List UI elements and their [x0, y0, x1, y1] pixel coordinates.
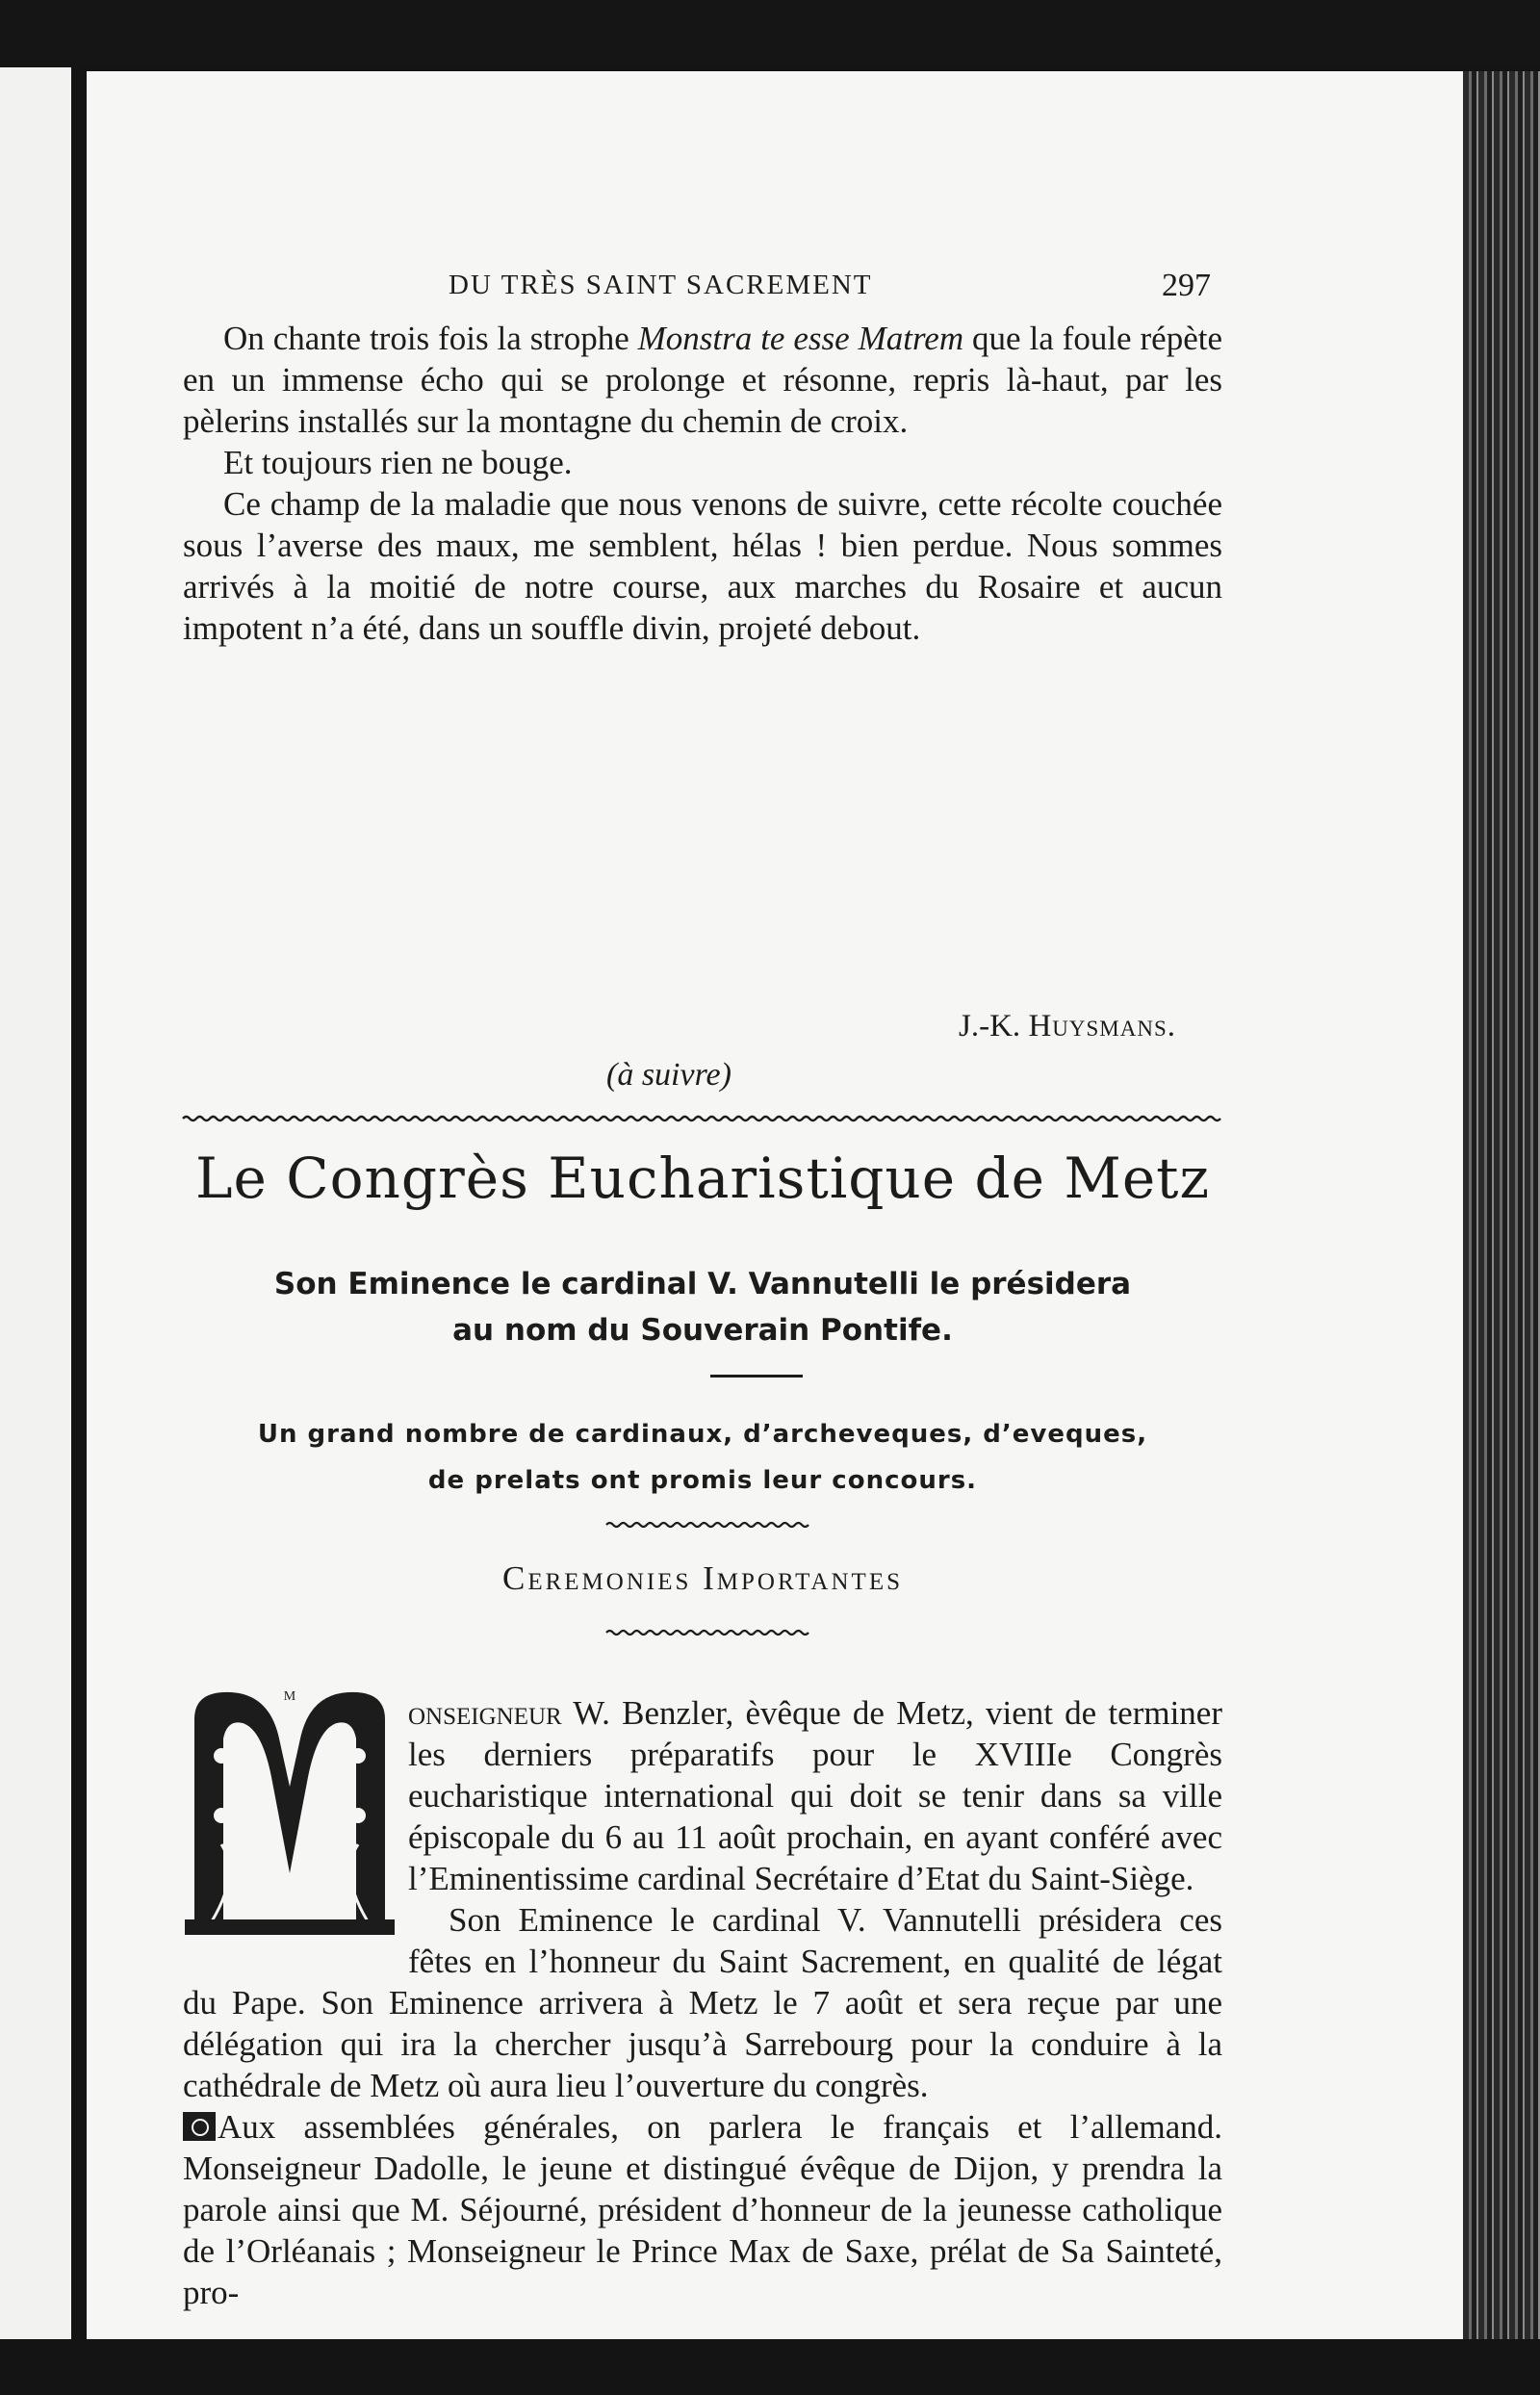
latin-quote: Monstra te esse Matrem: [637, 320, 964, 357]
short-rule: [710, 1375, 803, 1378]
paragraph-text: On chante trois fois la strophe: [223, 320, 638, 357]
paragraph-text: Aux assemblées générales, on parlera le français et l’allemand. Monseigneur Dadolle, le jeune et distingué évêque de Dijon, y prendra la parole ainsi que M. Séjourné, président d’honneur de la jeunesse catholique de l’Orléanais ; Monseigneur le Prince Max de Saxe, prélat de Sa Sainteté, pro-: [183, 2108, 1222, 2311]
ornament-glyph-icon: [183, 2112, 216, 2141]
section-heading: Ceremonies Importantes: [502, 1559, 903, 1597]
paragraph-opening: onseigneur: [408, 1694, 562, 1732]
article-huysmans: [183, 318, 1222, 649]
previous-page-edge: [0, 67, 71, 2339]
page-stack-edge: [1463, 71, 1540, 2339]
to-be-continued-text: (à suivre): [606, 1057, 732, 1093]
wavy-divider: [183, 1112, 1222, 1125]
to-be-continued: [606, 1057, 732, 1094]
scan-top-border: [0, 0, 1540, 67]
subtitle-line: au nom du Souverain Pontife.: [452, 1313, 953, 1348]
paragraph: [183, 2106, 1222, 2313]
paragraph: Et toujours rien ne bouge.: [223, 444, 573, 481]
wavy-ornament: [606, 1627, 808, 1638]
paragraph: [183, 318, 1222, 442]
paragraph: Ce champ de la maladie que nous venons de suivre, cette récolte couchée sous l’averse des maux, me semblent, hélas ! bien perdue. Nous sommes arrivés à la moitié de notre course, aux marches du Rosaire et aucun impotent n’a été, dans un souffle divin, projeté debout.: [183, 485, 1222, 647]
article-deck: [183, 1411, 1222, 1504]
paragraph-text: W. Benzler, èvêque de Metz, vient de terminer les derniers préparatifs pour le XVIIIe Congrès eucharistique international qui doit se tenir dans sa ville épiscopale du 6 au 11 août prochain, en ayant conféré avec l’Eminentissime cardinal Secrétaire d’Etat du Saint-Siège.: [408, 1694, 1222, 1897]
dropcap-letter: M: [283, 1689, 296, 1704]
author-initials: J.-K.: [959, 1009, 1029, 1043]
article-subtitle: [183, 1261, 1222, 1353]
deck-line: Un grand nombre de cardinaux, d’archeveques, d’eveques,: [257, 1420, 1148, 1449]
running-title: DU TRÈS SAINT SACREMENT: [449, 270, 873, 300]
scan-bottom-border: [0, 2339, 1540, 2395]
wavy-ornament: [606, 1519, 808, 1531]
page-number: 297: [1162, 268, 1211, 303]
paragraph: Son Eminence le cardinal V. Vannutelli présidera ces fêtes en l’honneur du Saint Sacrement, en qualité de légat du Pape. Son Eminence arrivera à Metz le 7 août et sera reçue par une délégation qui ira la chercher jusqu’à Sarrebourg pour la conduire à la cathédrale de Metz où aura lieu l’ouverture du congrès.: [183, 1901, 1222, 2104]
subtitle-line: Son Eminence le cardinal V. Vannutelli le présidera: [273, 1267, 1132, 1301]
decorated-initial-m: [183, 1681, 397, 1939]
author-signature: [959, 1009, 1176, 1044]
author-name: Huysmans.: [1028, 1009, 1176, 1043]
article-title: Le Congrès Eucharistique de Metz: [194, 1146, 1211, 1211]
paragraph-text: que la foule répète en un immense écho qui se prolonge et résonne, repris là-haut, par les pèlerins installés sur la montagne du chemin de croix.: [183, 320, 1222, 440]
running-head: [183, 270, 1222, 308]
deck-line: de prelats ont promis leur concours.: [427, 1466, 978, 1495]
